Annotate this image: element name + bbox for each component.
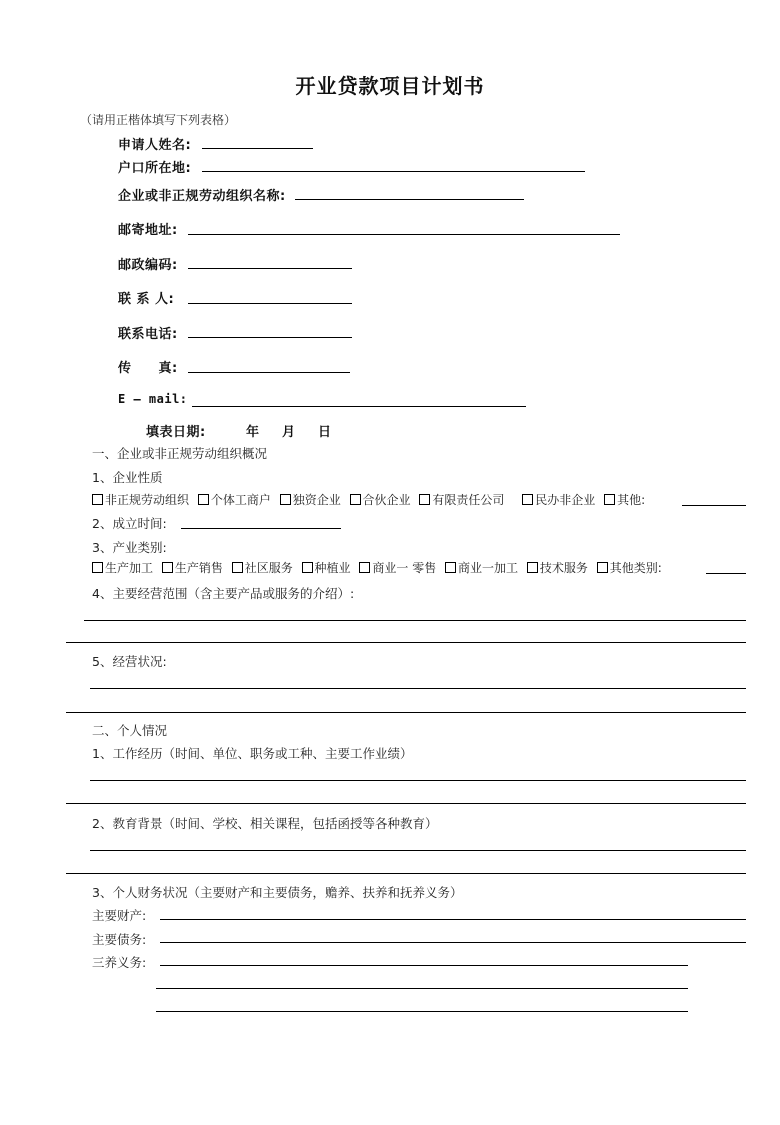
- mail-address-label: 邮寄地址:: [118, 223, 178, 238]
- nature-option[interactable]: 其他:: [604, 493, 645, 507]
- checkbox[interactable]: [445, 562, 456, 573]
- applicant-name-label: 申请人姓名:: [118, 138, 192, 153]
- nature-option[interactable]: 个体工商户: [198, 493, 271, 507]
- assets-field[interactable]: [160, 919, 746, 920]
- phone-field[interactable]: [188, 337, 352, 338]
- checkbox[interactable]: [522, 494, 533, 505]
- industry-label: 3、产业类别:: [92, 540, 167, 555]
- phone-label: 联系电话:: [118, 327, 178, 342]
- work-field-line[interactable]: [66, 803, 746, 804]
- checkbox[interactable]: [162, 562, 173, 573]
- checkbox[interactable]: [302, 562, 313, 573]
- nature-other-field[interactable]: [682, 505, 746, 506]
- nature-options: [92, 491, 650, 508]
- household-label: 户口所在地:: [118, 161, 192, 176]
- nature-option[interactable]: 独资企业: [280, 493, 341, 507]
- org-name-label: 企业或非正规劳动组织名称:: [118, 189, 286, 204]
- checkbox[interactable]: [419, 494, 430, 505]
- industry-option[interactable]: 种植业: [302, 561, 351, 575]
- section1-heading: 一、企业或非正规劳动组织概况: [92, 446, 268, 461]
- industry-option[interactable]: 商业一 零售: [359, 561, 436, 575]
- support-label: 三养义务:: [92, 955, 147, 970]
- support-field-line[interactable]: [160, 965, 688, 966]
- finance-label: 3、个人财务状况（主要财产和主要债务，赡养、扶养和抚养义务）: [92, 885, 463, 900]
- checkbox[interactable]: [597, 562, 608, 573]
- checkbox[interactable]: [232, 562, 243, 573]
- checkbox[interactable]: [280, 494, 291, 505]
- checkbox[interactable]: [198, 494, 209, 505]
- day-label: 日: [318, 425, 332, 440]
- nature-label: 1、企业性质: [92, 470, 163, 485]
- checkbox[interactable]: [350, 494, 361, 505]
- work-label: 1、工作经历（时间、单位、职务或工种、主要工作业绩）: [92, 746, 413, 761]
- scope-label: 4、主要经营范围（含主要产品或服务的介绍）:: [92, 586, 355, 601]
- year-label: 年: [246, 425, 260, 440]
- checkbox[interactable]: [92, 562, 103, 573]
- fill-date-label: 填表日期:: [146, 425, 206, 440]
- nature-option[interactable]: 有限责任公司: [419, 493, 504, 507]
- email-field[interactable]: [192, 406, 526, 407]
- debts-field[interactable]: [160, 942, 746, 943]
- fax-label: 传 真:: [118, 361, 178, 376]
- postcode-field[interactable]: [188, 268, 352, 269]
- checkbox[interactable]: [359, 562, 370, 573]
- nature-option[interactable]: 合伙企业: [350, 493, 411, 507]
- postcode-label: 邮政编码:: [118, 258, 178, 273]
- checkbox[interactable]: [527, 562, 538, 573]
- contact-field[interactable]: [188, 303, 352, 304]
- support-field-line[interactable]: [156, 1011, 688, 1012]
- industry-other-field[interactable]: [706, 573, 746, 574]
- status-field-line[interactable]: [90, 688, 746, 689]
- applicant-name-field[interactable]: [202, 148, 313, 149]
- household-field[interactable]: [202, 171, 585, 172]
- industry-option[interactable]: 商业一加工: [445, 561, 518, 575]
- industry-option[interactable]: 其他类别:: [597, 561, 662, 575]
- fill-instruction: （请用正楷体填写下列表格）: [80, 113, 237, 127]
- mail-address-field[interactable]: [188, 234, 620, 235]
- checkbox[interactable]: [92, 494, 103, 505]
- education-label: 2、教育背景（时间、学校、相关课程，包括函授等各种教育）: [92, 816, 438, 831]
- industry-option[interactable]: 生产加工: [92, 561, 153, 575]
- work-field-line[interactable]: [90, 780, 746, 781]
- scope-field-line[interactable]: [66, 642, 746, 643]
- status-field-line[interactable]: [66, 712, 746, 713]
- industry-option[interactable]: 社区服务: [232, 561, 293, 575]
- assets-label: 主要财产:: [92, 908, 147, 923]
- support-field-line[interactable]: [156, 988, 688, 989]
- education-field-line[interactable]: [90, 850, 746, 851]
- checkbox[interactable]: [604, 494, 615, 505]
- contact-label: 联 系 人:: [118, 292, 175, 307]
- education-field-line[interactable]: [66, 873, 746, 874]
- industry-option[interactable]: 技术服务: [527, 561, 588, 575]
- org-name-field[interactable]: [295, 199, 524, 200]
- nature-option[interactable]: 非正规劳动组织: [92, 493, 189, 507]
- established-label: 2、成立时间:: [92, 516, 167, 531]
- industry-option[interactable]: 生产销售: [162, 561, 223, 575]
- month-label: 月: [282, 425, 296, 440]
- section2-heading: 二、个人情况: [92, 723, 168, 738]
- established-field[interactable]: [181, 528, 341, 529]
- email-label: E — mail:: [118, 392, 188, 406]
- industry-options: [92, 559, 667, 576]
- debts-label: 主要债务:: [92, 932, 147, 947]
- scope-field-line[interactable]: [84, 620, 746, 621]
- nature-option[interactable]: 民办非企业: [522, 493, 595, 507]
- status-label: 5、经营状况:: [92, 654, 167, 669]
- page-title: 开业贷款项目计划书: [295, 74, 485, 98]
- fax-field[interactable]: [188, 372, 350, 373]
